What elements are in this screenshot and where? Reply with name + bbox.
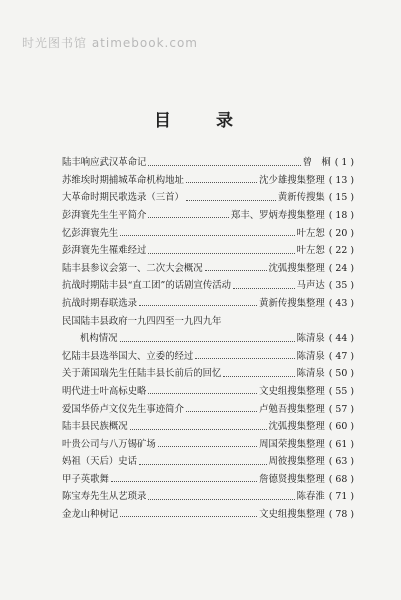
toc-entry — [62, 361, 354, 379]
toc-entry — [62, 326, 354, 344]
entry-page: ( 18 ) — [328, 209, 354, 221]
dot-leader — [233, 288, 295, 289]
toc-entry — [62, 185, 354, 203]
entry-title: 机构情况 — [80, 333, 118, 345]
entry-title: 忆彭湃寰先生 — [62, 227, 119, 239]
toc-entry — [62, 150, 354, 168]
dot-leader — [148, 165, 300, 166]
entry-author: 马声达 — [296, 280, 325, 292]
entry-page: ( 43 ) — [328, 297, 354, 309]
entry-title: 关于萧国瑞先生任陆丰县长前后的回忆 — [62, 368, 222, 380]
toc-entry — [62, 256, 354, 274]
dot-leader — [139, 464, 267, 465]
table-of-contents — [62, 150, 354, 519]
entry-author: 沈弧搜集整理 — [268, 421, 325, 433]
dot-leader — [148, 499, 294, 500]
entry-page: ( 47 ) — [328, 350, 354, 362]
toc-entry — [62, 484, 354, 502]
entry-page: ( 35 ) — [328, 280, 354, 292]
page-title: 目 录 — [154, 111, 247, 131]
entry-title: 彭湃寰先生生平简介 — [62, 209, 147, 221]
dot-leader — [186, 182, 257, 183]
entry-page: ( 20 ) — [328, 227, 354, 239]
entry-author: 詹德贤搜集整理 — [259, 473, 325, 485]
toc-entry — [62, 220, 354, 238]
entry-author: 黄新传搜集整理 — [259, 297, 325, 309]
entry-author: 文史组搜集整理 — [259, 385, 325, 397]
entry-author: 周国荣搜集整理 — [259, 438, 325, 450]
toc-entry — [62, 449, 354, 467]
entry-page: ( 63 ) — [328, 456, 354, 468]
toc-entry — [62, 396, 354, 414]
entry-title: 陆丰县民族概况 — [62, 421, 128, 433]
entry-author: 郑丰、罗炳寿搜集整理 — [231, 209, 325, 221]
entry-page: ( 61 ) — [328, 438, 354, 450]
entry-author: 卢勉吾搜集整理 — [259, 403, 325, 415]
toc-entry — [62, 379, 354, 397]
dot-leader — [195, 358, 294, 359]
toc-entry — [62, 291, 354, 309]
entry-author: 沈少雄搜集整理 — [259, 174, 325, 186]
entry-title: 妈祖（天后）史话 — [62, 456, 138, 468]
dot-leader — [205, 270, 267, 271]
entry-page: ( 24 ) — [328, 262, 354, 274]
entry-page: ( 22 ) — [328, 245, 354, 257]
dot-leader — [223, 376, 294, 377]
toc-entry — [62, 467, 354, 485]
toc-entry — [62, 502, 354, 520]
dot-leader — [186, 411, 257, 412]
entry-page: ( 71 ) — [328, 491, 354, 503]
entry-title: 陆丰响应武汉革命记 — [62, 157, 147, 169]
entry-title: 陆丰县参议会第一、二次大会概况 — [62, 262, 203, 274]
toc-entry — [62, 168, 354, 186]
entry-title: 彭湃寰先生罹难经过 — [62, 245, 147, 257]
entry-title: 抗战时期春联选录 — [62, 297, 138, 309]
entry-page: ( 50 ) — [328, 368, 354, 380]
toc-entry — [62, 238, 354, 256]
entry-page: ( 44 ) — [328, 333, 354, 345]
entry-author: 叶左恕 — [296, 245, 325, 257]
entry-page: ( 1 ) — [334, 157, 354, 169]
entry-author: 陈清泉 — [296, 368, 325, 380]
entry-title: 甲子英歌舞 — [62, 473, 109, 485]
entry-page: ( 15 ) — [328, 192, 354, 204]
entry-page: ( 55 ) — [328, 385, 354, 397]
toc-entry — [62, 432, 354, 450]
entry-page: ( 60 ) — [328, 421, 354, 433]
entry-author: 陈清泉 — [296, 350, 325, 362]
dot-leader — [120, 516, 257, 517]
entry-author: 陈春淮 — [296, 491, 325, 503]
entry-title: 金龙山种树记 — [62, 509, 119, 521]
entry-title: 忆陆丰县选举国大、立委的经过 — [62, 350, 194, 362]
entry-author: 叶左恕 — [296, 227, 325, 239]
entry-title: 抗战时期陆丰县“直工团”的话剧宣传活动 — [62, 280, 231, 292]
entry-title: 陈宝寿先生从艺琐录 — [62, 491, 147, 503]
dot-leader — [186, 200, 276, 201]
dot-leader — [148, 393, 257, 394]
toc-entry — [62, 203, 354, 221]
dot-leader — [148, 217, 229, 218]
entry-page: ( 78 ) — [328, 509, 354, 521]
toc-entry — [62, 344, 354, 362]
entry-author: 沈弧搜集整理 — [268, 262, 325, 274]
entry-title: 民国陆丰县政府一九四四至一九四九年 — [62, 315, 222, 327]
entry-author: 周彼搜集整理 — [268, 456, 325, 468]
entry-author: 陈清泉 — [296, 333, 325, 345]
watermark-text: 时光图书馆 atimebook.com — [22, 36, 198, 50]
dot-leader — [120, 235, 294, 236]
entry-title: 明代进士叶高标史略 — [62, 385, 147, 397]
toc-entry — [62, 273, 354, 291]
toc-entry — [62, 414, 354, 432]
dot-leader — [130, 429, 267, 430]
entry-title: 爱国华侨卢文仪先生事迹简介 — [62, 403, 184, 415]
dot-leader — [158, 446, 257, 447]
entry-title: 苏维埃时期捕城革命机构地址 — [62, 174, 184, 186]
entry-page: ( 13 ) — [328, 174, 354, 186]
dot-leader — [120, 341, 295, 342]
entry-author: 黄新传搜集 — [277, 192, 325, 204]
entry-page: ( 68 ) — [328, 473, 354, 485]
dot-leader — [111, 481, 257, 482]
entry-author: 文史组搜集整理 — [259, 509, 325, 521]
dot-leader — [148, 253, 294, 254]
toc-entry — [62, 308, 354, 326]
entry-title: 大革命时期民歌选录（三首） — [62, 192, 184, 204]
dot-leader — [139, 305, 257, 306]
entry-title: 叶贵公司与八万锡矿场 — [62, 438, 156, 450]
entry-page: ( 57 ) — [328, 403, 354, 415]
entry-author: 曾 桐 — [302, 157, 331, 169]
